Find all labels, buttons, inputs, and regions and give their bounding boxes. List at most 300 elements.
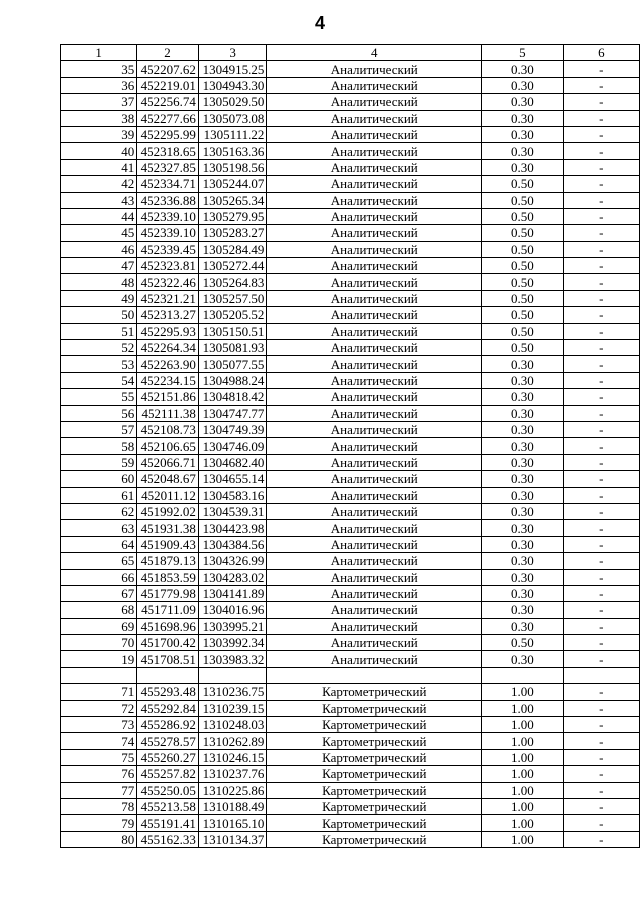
note-cell: - — [563, 503, 639, 519]
accuracy-cell: 0.30 — [482, 503, 564, 519]
x-coordinate-cell — [137, 667, 199, 683]
x-coordinate-cell: 451853.59 — [137, 569, 199, 585]
table-row — [61, 290, 640, 306]
table-row — [61, 782, 640, 798]
point-number-cell: 54 — [61, 372, 137, 388]
table-row — [61, 421, 640, 437]
accuracy-cell: 0.50 — [482, 192, 564, 208]
table-row — [61, 815, 640, 831]
method-cell: Картометрический — [267, 766, 482, 782]
x-coordinate-cell: 452264.34 — [137, 340, 199, 356]
accuracy-cell: 1.00 — [482, 831, 564, 847]
accuracy-cell — [482, 667, 564, 683]
table-row — [61, 176, 640, 192]
method-cell: Аналитический — [267, 94, 482, 110]
y-coordinate-cell: 1305198.56 — [198, 159, 267, 175]
method-cell: Картометрический — [267, 798, 482, 814]
y-coordinate-cell: 1304539.31 — [198, 503, 267, 519]
note-cell: - — [563, 520, 639, 536]
y-coordinate-cell: 1305284.49 — [198, 241, 267, 257]
accuracy-cell: 0.30 — [482, 159, 564, 175]
method-cell: Аналитический — [267, 356, 482, 372]
method-cell: Картометрический — [267, 749, 482, 765]
header-cell-accuracy: 5 — [482, 45, 564, 61]
y-coordinate-cell: 1305073.08 — [198, 110, 267, 126]
y-coordinate-cell: 1305257.50 — [198, 290, 267, 306]
y-coordinate-cell: 1304283.02 — [198, 569, 267, 585]
table-row — [61, 585, 640, 601]
y-coordinate-cell: 1305163.36 — [198, 143, 267, 159]
x-coordinate-cell: 452339.10 — [137, 225, 199, 241]
method-cell: Аналитический — [267, 290, 482, 306]
x-coordinate-cell: 452277.66 — [137, 110, 199, 126]
note-cell: - — [563, 487, 639, 503]
table-row — [61, 208, 640, 224]
x-coordinate-cell: 451879.13 — [137, 553, 199, 569]
x-coordinate-cell: 451931.38 — [137, 520, 199, 536]
accuracy-cell: 0.30 — [482, 487, 564, 503]
method-cell: Аналитический — [267, 553, 482, 569]
point-number-cell: 37 — [61, 94, 137, 110]
y-coordinate-cell: 1304016.96 — [198, 602, 267, 618]
x-coordinate-cell: 455213.58 — [137, 798, 199, 814]
accuracy-cell: 0.30 — [482, 421, 564, 437]
y-coordinate-cell: 1310134.37 — [198, 831, 267, 847]
accuracy-cell: 0.50 — [482, 208, 564, 224]
y-coordinate-cell: 1304749.39 — [198, 421, 267, 437]
point-number-cell: 79 — [61, 815, 137, 831]
accuracy-cell: 0.30 — [482, 77, 564, 93]
accuracy-cell: 0.30 — [482, 585, 564, 601]
accuracy-cell: 1.00 — [482, 749, 564, 765]
table-row — [61, 241, 640, 257]
accuracy-cell: 0.50 — [482, 258, 564, 274]
note-cell: - — [563, 159, 639, 175]
y-coordinate-cell: 1310239.15 — [198, 700, 267, 716]
table-row — [61, 717, 640, 733]
accuracy-cell: 0.50 — [482, 176, 564, 192]
method-cell: Аналитический — [267, 323, 482, 339]
point-number-cell: 52 — [61, 340, 137, 356]
note-cell: - — [563, 635, 639, 651]
note-cell: - — [563, 831, 639, 847]
note-cell: - — [563, 749, 639, 765]
method-cell: Картометрический — [267, 831, 482, 847]
note-cell: - — [563, 176, 639, 192]
table-row — [61, 454, 640, 470]
method-cell: Аналитический — [267, 77, 482, 93]
point-number-cell: 55 — [61, 389, 137, 405]
point-number-cell: 41 — [61, 159, 137, 175]
y-coordinate-cell: 1304141.89 — [198, 585, 267, 601]
point-number-cell: 75 — [61, 749, 137, 765]
note-cell: - — [563, 192, 639, 208]
method-cell: Аналитический — [267, 372, 482, 388]
note-cell: - — [563, 372, 639, 388]
point-number-cell: 78 — [61, 798, 137, 814]
x-coordinate-cell: 452339.45 — [137, 241, 199, 257]
x-coordinate-cell: 452295.99 — [137, 126, 199, 142]
point-number-cell: 80 — [61, 831, 137, 847]
method-cell: Аналитический — [267, 225, 482, 241]
point-number-cell: 68 — [61, 602, 137, 618]
method-cell: Аналитический — [267, 536, 482, 552]
point-number-cell: 71 — [61, 684, 137, 700]
accuracy-cell: 0.30 — [482, 536, 564, 552]
method-cell: Аналитический — [267, 143, 482, 159]
note-cell: - — [563, 110, 639, 126]
point-number-cell: 45 — [61, 225, 137, 241]
accuracy-cell: 1.00 — [482, 684, 564, 700]
point-number-cell: 69 — [61, 618, 137, 634]
note-cell: - — [563, 471, 639, 487]
x-coordinate-cell: 451711.09 — [137, 602, 199, 618]
table-row — [61, 471, 640, 487]
point-number-cell: 47 — [61, 258, 137, 274]
point-number-cell: 73 — [61, 717, 137, 733]
x-coordinate-cell: 452048.67 — [137, 471, 199, 487]
note-cell: - — [563, 651, 639, 667]
table-row — [61, 798, 640, 814]
table-row — [61, 61, 640, 77]
point-number-cell: 67 — [61, 585, 137, 601]
point-number-cell — [61, 667, 137, 683]
accuracy-cell: 0.30 — [482, 618, 564, 634]
note-cell: - — [563, 405, 639, 421]
method-cell: Аналитический — [267, 651, 482, 667]
x-coordinate-cell: 455162.33 — [137, 831, 199, 847]
accuracy-cell: 0.50 — [482, 274, 564, 290]
x-coordinate-cell: 455293.48 — [137, 684, 199, 700]
point-number-cell: 65 — [61, 553, 137, 569]
x-coordinate-cell: 455250.05 — [137, 782, 199, 798]
point-number-cell: 44 — [61, 208, 137, 224]
method-cell: Аналитический — [267, 585, 482, 601]
point-number-cell: 61 — [61, 487, 137, 503]
x-coordinate-cell: 452151.86 — [137, 389, 199, 405]
method-cell: Аналитический — [267, 487, 482, 503]
table-row — [61, 651, 640, 667]
point-number-cell: 36 — [61, 77, 137, 93]
method-cell: Аналитический — [267, 61, 482, 77]
note-cell: - — [563, 798, 639, 814]
x-coordinate-cell: 452234.15 — [137, 372, 199, 388]
y-coordinate-cell: 1310165.10 — [198, 815, 267, 831]
x-coordinate-cell: 452327.85 — [137, 159, 199, 175]
y-coordinate-cell: 1304583.16 — [198, 487, 267, 503]
accuracy-cell: 0.30 — [482, 405, 564, 421]
table-row — [61, 126, 640, 142]
method-cell: Аналитический — [267, 602, 482, 618]
table-row — [61, 225, 640, 241]
point-number-cell: 57 — [61, 421, 137, 437]
accuracy-cell: 0.30 — [482, 454, 564, 470]
accuracy-cell: 1.00 — [482, 766, 564, 782]
x-coordinate-cell: 455191.41 — [137, 815, 199, 831]
header-cell-note: 6 — [563, 45, 639, 61]
point-number-cell: 62 — [61, 503, 137, 519]
accuracy-cell: 0.30 — [482, 356, 564, 372]
table-row — [61, 258, 640, 274]
y-coordinate-cell: 1305265.34 — [198, 192, 267, 208]
y-coordinate-cell: 1310225.86 — [198, 782, 267, 798]
point-number-cell: 59 — [61, 454, 137, 470]
coordinates-table — [60, 44, 640, 848]
accuracy-cell: 1.00 — [482, 782, 564, 798]
note-cell: - — [563, 143, 639, 159]
point-number-cell: 48 — [61, 274, 137, 290]
method-cell: Аналитический — [267, 208, 482, 224]
y-coordinate-cell: 1304747.77 — [198, 405, 267, 421]
method-cell: Аналитический — [267, 110, 482, 126]
accuracy-cell: 1.00 — [482, 733, 564, 749]
table-row — [61, 438, 640, 454]
note-cell: - — [563, 225, 639, 241]
x-coordinate-cell: 452339.10 — [137, 208, 199, 224]
point-number-cell: 70 — [61, 635, 137, 651]
header-cell-x: 2 — [137, 45, 199, 61]
method-cell: Аналитический — [267, 258, 482, 274]
point-number-cell: 43 — [61, 192, 137, 208]
accuracy-cell: 1.00 — [482, 815, 564, 831]
accuracy-cell: 0.50 — [482, 340, 564, 356]
accuracy-cell: 0.30 — [482, 471, 564, 487]
method-cell: Аналитический — [267, 192, 482, 208]
note-cell: - — [563, 340, 639, 356]
method-cell: Аналитический — [267, 618, 482, 634]
note-cell: - — [563, 766, 639, 782]
y-coordinate-cell: 1310236.75 — [198, 684, 267, 700]
table-row — [61, 94, 640, 110]
table-row — [61, 831, 640, 847]
note-cell: - — [563, 356, 639, 372]
y-coordinate-cell: 1304655.14 — [198, 471, 267, 487]
accuracy-cell: 0.50 — [482, 290, 564, 306]
table-row — [61, 192, 640, 208]
table-row — [61, 635, 640, 651]
method-cell: Картометрический — [267, 700, 482, 716]
table-row — [61, 307, 640, 323]
method-cell — [267, 667, 482, 683]
accuracy-cell: 0.30 — [482, 553, 564, 569]
note-cell: - — [563, 274, 639, 290]
table-row — [61, 405, 640, 421]
x-coordinate-cell: 452318.65 — [137, 143, 199, 159]
table-row — [61, 143, 640, 159]
point-number-cell: 58 — [61, 438, 137, 454]
y-coordinate-cell: 1305279.95 — [198, 208, 267, 224]
accuracy-cell: 1.00 — [482, 700, 564, 716]
note-cell: - — [563, 77, 639, 93]
accuracy-cell: 0.50 — [482, 225, 564, 241]
x-coordinate-cell: 452334.71 — [137, 176, 199, 192]
table-row — [61, 487, 640, 503]
method-cell: Картометрический — [267, 733, 482, 749]
table-row — [61, 536, 640, 552]
y-coordinate-cell: 1305081.93 — [198, 340, 267, 356]
method-cell: Аналитический — [267, 438, 482, 454]
accuracy-cell: 0.30 — [482, 143, 564, 159]
note-cell: - — [563, 307, 639, 323]
y-coordinate-cell: 1305272.44 — [198, 258, 267, 274]
accuracy-cell: 0.30 — [482, 94, 564, 110]
x-coordinate-cell: 452256.74 — [137, 94, 199, 110]
accuracy-cell: 0.30 — [482, 651, 564, 667]
table-row — [61, 356, 640, 372]
point-number-cell: 19 — [61, 651, 137, 667]
y-coordinate-cell: 1304915.25 — [198, 61, 267, 77]
accuracy-cell: 0.50 — [482, 307, 564, 323]
accuracy-cell: 0.30 — [482, 569, 564, 585]
table-row — [61, 159, 640, 175]
x-coordinate-cell: 452106.65 — [137, 438, 199, 454]
y-coordinate-cell: 1305205.52 — [198, 307, 267, 323]
point-number-cell: 72 — [61, 700, 137, 716]
method-cell: Аналитический — [267, 471, 482, 487]
table-row — [61, 323, 640, 339]
method-cell: Аналитический — [267, 159, 482, 175]
note-cell: - — [563, 438, 639, 454]
x-coordinate-cell: 452295.93 — [137, 323, 199, 339]
y-coordinate-cell: 1305029.50 — [198, 94, 267, 110]
accuracy-cell: 0.30 — [482, 110, 564, 126]
note-cell: - — [563, 553, 639, 569]
x-coordinate-cell: 452011.12 — [137, 487, 199, 503]
point-number-cell: 51 — [61, 323, 137, 339]
x-coordinate-cell: 455260.27 — [137, 749, 199, 765]
y-coordinate-cell: 1305077.55 — [198, 356, 267, 372]
table-row — [61, 553, 640, 569]
y-coordinate-cell: 1303995.21 — [198, 618, 267, 634]
page-number: 4 — [314, 13, 325, 33]
point-number-cell: 53 — [61, 356, 137, 372]
accuracy-cell: 0.30 — [482, 126, 564, 142]
note-cell: - — [563, 208, 639, 224]
y-coordinate-cell: 1305264.83 — [198, 274, 267, 290]
y-coordinate-cell: 1304326.99 — [198, 553, 267, 569]
table-row — [61, 110, 640, 126]
note-cell: - — [563, 126, 639, 142]
note-cell: - — [563, 815, 639, 831]
y-coordinate-cell — [198, 667, 267, 683]
table-row — [61, 733, 640, 749]
x-coordinate-cell: 452336.88 — [137, 192, 199, 208]
note-cell: - — [563, 323, 639, 339]
table-row — [61, 77, 640, 93]
point-number-cell: 42 — [61, 176, 137, 192]
y-coordinate-cell: 1310246.15 — [198, 749, 267, 765]
table-row — [61, 602, 640, 618]
method-cell: Аналитический — [267, 274, 482, 290]
x-coordinate-cell: 455286.92 — [137, 717, 199, 733]
point-number-cell: 38 — [61, 110, 137, 126]
point-number-cell: 40 — [61, 143, 137, 159]
note-cell: - — [563, 290, 639, 306]
x-coordinate-cell: 452108.73 — [137, 421, 199, 437]
point-number-cell: 64 — [61, 536, 137, 552]
x-coordinate-cell: 452263.90 — [137, 356, 199, 372]
method-cell: Аналитический — [267, 307, 482, 323]
note-cell: - — [563, 241, 639, 257]
note-cell: - — [563, 700, 639, 716]
y-coordinate-cell: 1305244.07 — [198, 176, 267, 192]
accuracy-cell: 0.30 — [482, 520, 564, 536]
point-number-cell: 66 — [61, 569, 137, 585]
accuracy-cell: 0.30 — [482, 602, 564, 618]
header-cell-y: 3 — [198, 45, 267, 61]
y-coordinate-cell: 1304943.30 — [198, 77, 267, 93]
x-coordinate-cell: 452219.01 — [137, 77, 199, 93]
point-number-cell: 63 — [61, 520, 137, 536]
table-row — [61, 340, 640, 356]
note-cell: - — [563, 618, 639, 634]
table-row — [61, 700, 640, 716]
header-cell-point-number: 1 — [61, 45, 137, 61]
note-cell: - — [563, 782, 639, 798]
x-coordinate-cell: 452321.21 — [137, 290, 199, 306]
method-cell: Аналитический — [267, 520, 482, 536]
x-coordinate-cell: 451909.43 — [137, 536, 199, 552]
y-coordinate-cell: 1310237.76 — [198, 766, 267, 782]
accuracy-cell: 1.00 — [482, 798, 564, 814]
y-coordinate-cell: 1304746.09 — [198, 438, 267, 454]
note-cell: - — [563, 733, 639, 749]
method-cell: Аналитический — [267, 241, 482, 257]
point-number-cell: 49 — [61, 290, 137, 306]
note-cell: - — [563, 61, 639, 77]
note-cell: - — [563, 389, 639, 405]
point-number-cell: 74 — [61, 733, 137, 749]
table-row — [61, 618, 640, 634]
method-cell: Аналитический — [267, 421, 482, 437]
note-cell: - — [563, 585, 639, 601]
point-number-cell: 76 — [61, 766, 137, 782]
accuracy-cell: 1.00 — [482, 717, 564, 733]
x-coordinate-cell: 452066.71 — [137, 454, 199, 470]
note-cell: - — [563, 569, 639, 585]
y-coordinate-cell: 1303992.34 — [198, 635, 267, 651]
y-coordinate-cell: 1304988.24 — [198, 372, 267, 388]
x-coordinate-cell: 455278.57 — [137, 733, 199, 749]
x-coordinate-cell: 451779.98 — [137, 585, 199, 601]
y-coordinate-cell: 1310262.89 — [198, 733, 267, 749]
method-cell: Аналитический — [267, 405, 482, 421]
note-cell: - — [563, 602, 639, 618]
table-row — [61, 389, 640, 405]
x-coordinate-cell: 452207.62 — [137, 61, 199, 77]
accuracy-cell: 0.50 — [482, 323, 564, 339]
method-cell: Аналитический — [267, 454, 482, 470]
note-cell: - — [563, 258, 639, 274]
method-cell: Картометрический — [267, 717, 482, 733]
method-cell: Картометрический — [267, 684, 482, 700]
point-number-cell: 35 — [61, 61, 137, 77]
x-coordinate-cell: 455292.84 — [137, 700, 199, 716]
header-cell-method: 4 — [267, 45, 482, 61]
method-cell: Аналитический — [267, 389, 482, 405]
y-coordinate-cell: 1304384.56 — [198, 536, 267, 552]
point-number-cell: 39 — [61, 126, 137, 142]
method-cell: Картометрический — [267, 815, 482, 831]
method-cell: Аналитический — [267, 340, 482, 356]
method-cell: Аналитический — [267, 569, 482, 585]
point-number-cell: 77 — [61, 782, 137, 798]
x-coordinate-cell: 451992.02 — [137, 503, 199, 519]
method-cell: Аналитический — [267, 126, 482, 142]
x-coordinate-cell: 451708.51 — [137, 651, 199, 667]
method-cell: Аналитический — [267, 503, 482, 519]
method-cell: Аналитический — [267, 635, 482, 651]
